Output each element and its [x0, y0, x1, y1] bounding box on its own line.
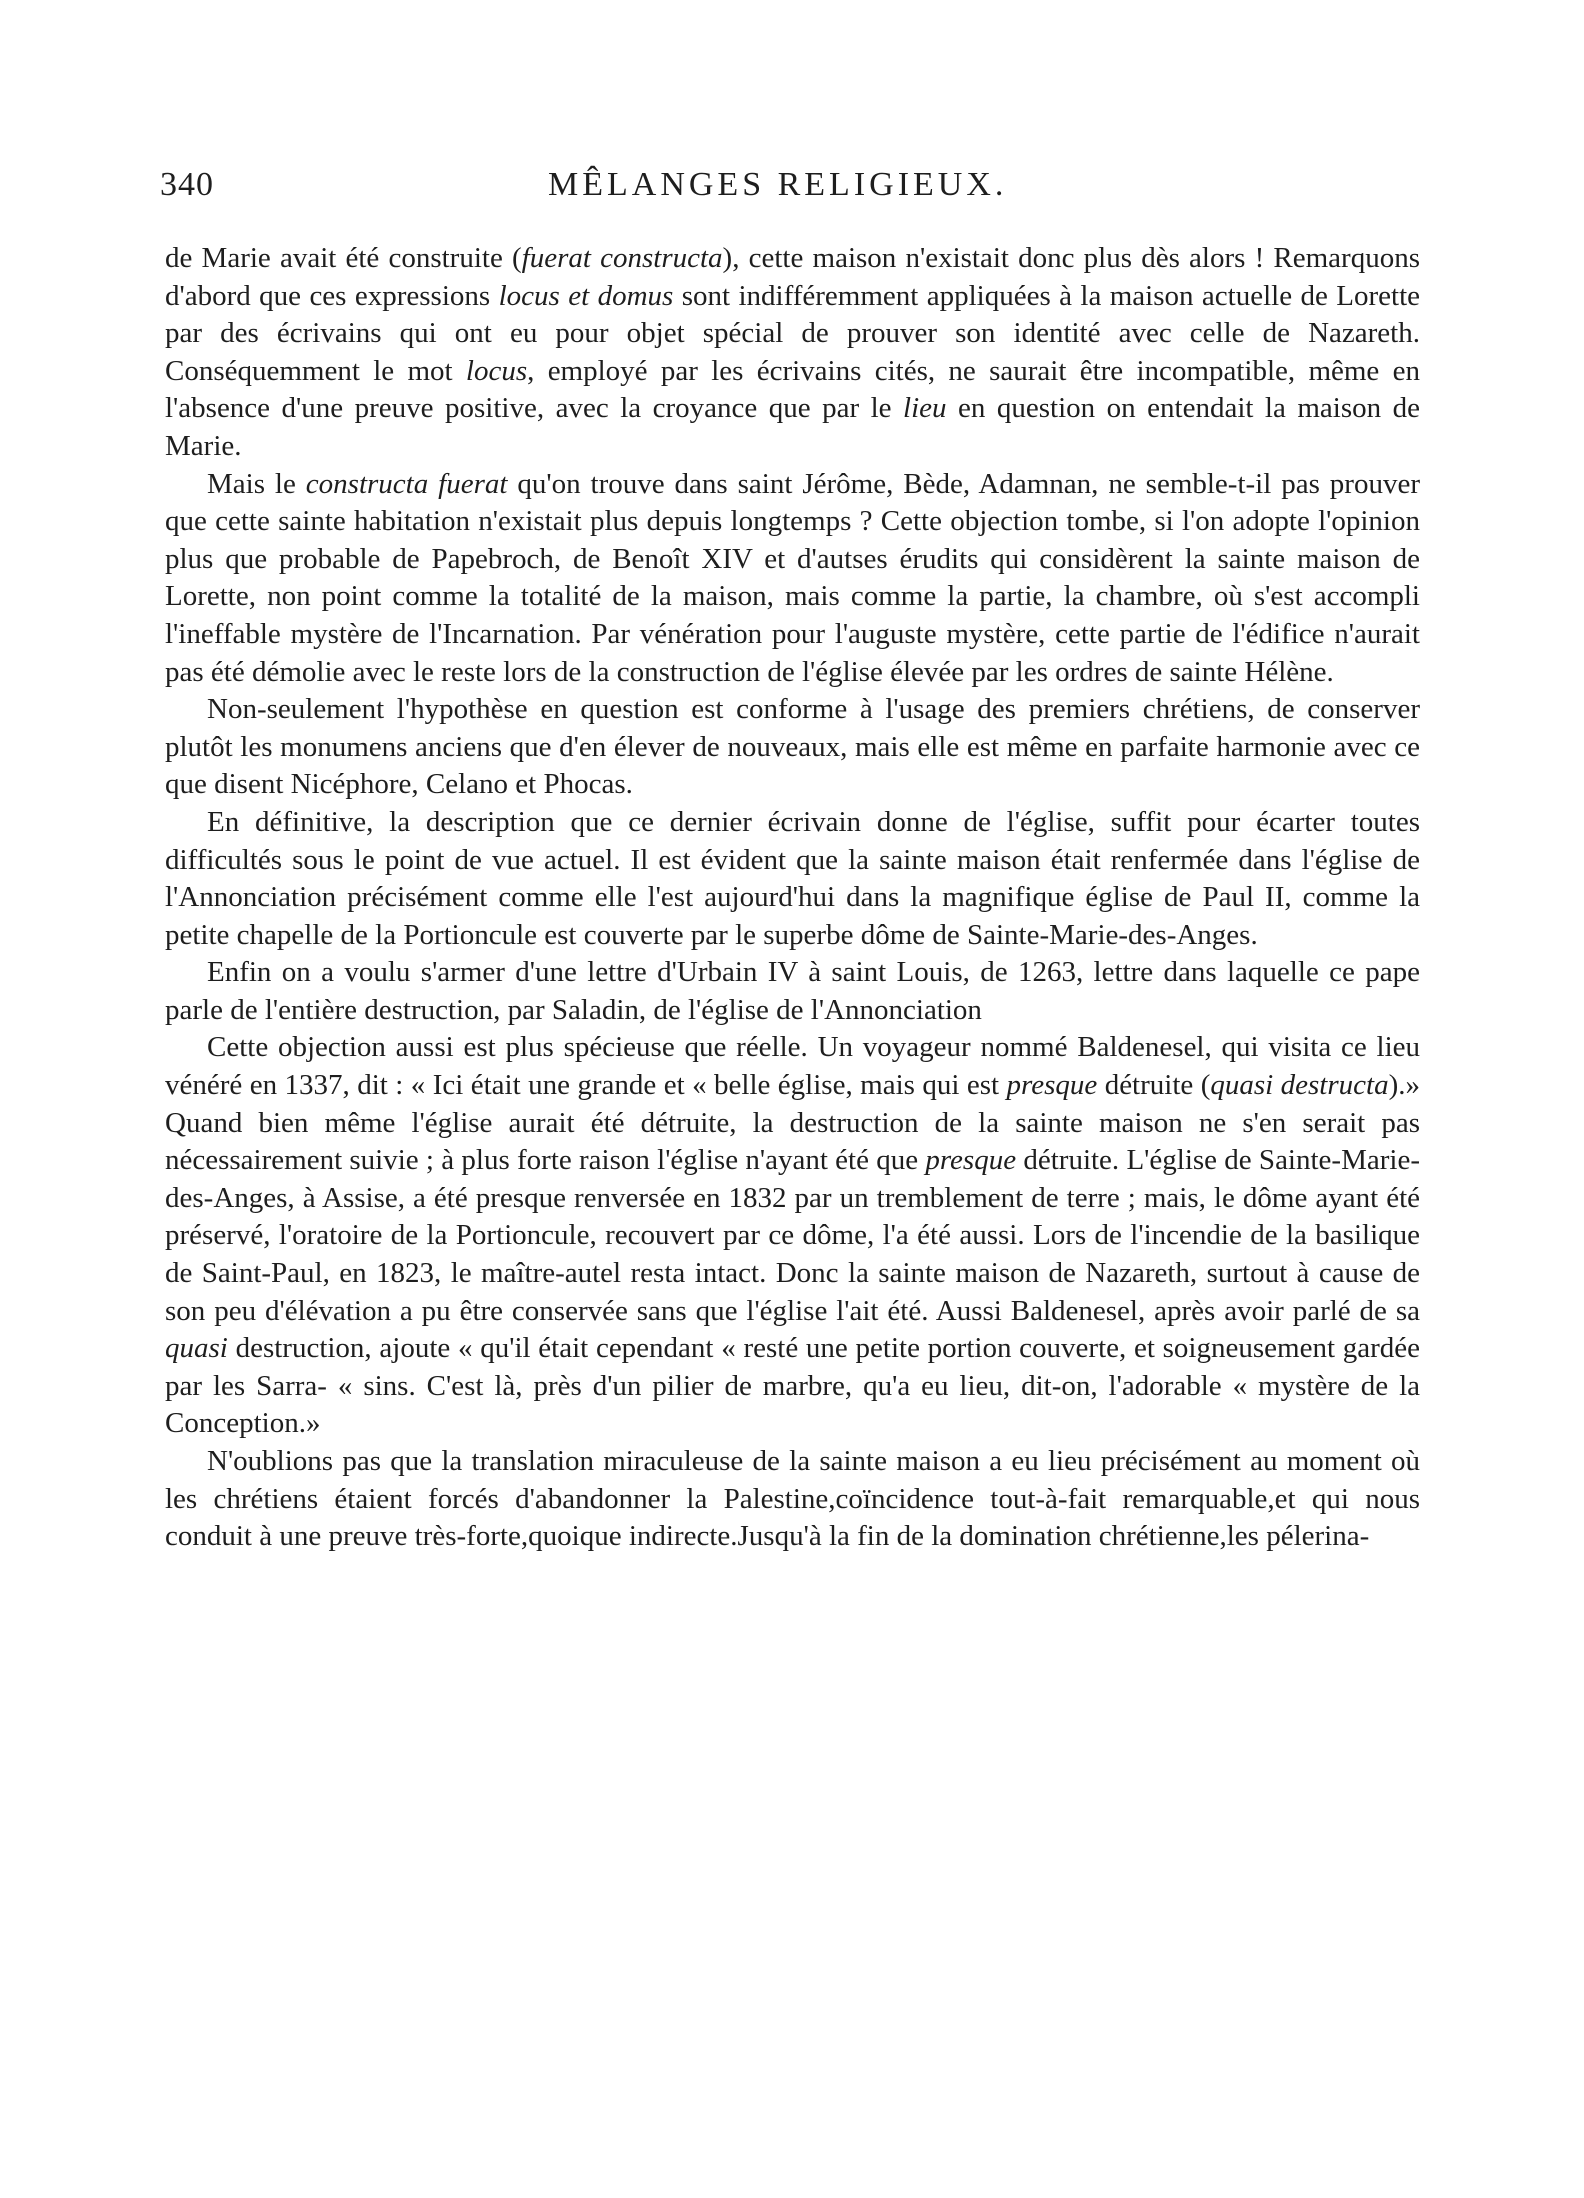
italic-run: constructa fuerat [305, 467, 508, 500]
italic-run: lieu [903, 392, 947, 425]
paragraph [165, 691, 1420, 804]
text-run: Enfin on a voulu s'armer d'une lettre d'Urbain IV à saint Louis, de 1263, lettre dans laquelle ce pape parle de l'entière destruction, par Saladin, de l'église de l'Annonciation [165, 956, 1420, 1026]
paragraph [165, 1029, 1420, 1443]
italic-run: fuerat constructa [521, 242, 723, 274]
text-run: de Marie avait été construite ( [165, 242, 522, 274]
paragraph [165, 804, 1420, 954]
paragraph [165, 466, 1420, 692]
paragraph [165, 240, 1420, 466]
body-text [165, 240, 1420, 1556]
text-run: ).» Quand bien même l'église aurait été détruite, la destruction de la sainte maison ne s'en serait pas nécessairement suivie ; à plus forte raison l'église n'ayant été que [165, 1069, 1420, 1177]
text-run: Non-seulement l'hypothèse en question est conforme à l'usage des premiers chrétiens, de conserver plutôt les monumens anciens que d'en élever de nouveaux, mais elle est même en parfaite harmonie avec ce que disent Nicéphore, Celano et Phocas. [165, 693, 1420, 801]
paragraph [165, 1443, 1420, 1556]
text-run: ), cette maison n'existait donc plus dès alors ! Remarquons d'abord que ces expressions [165, 242, 1420, 312]
text-run: Cette objection aussi est plus spécieuse que réelle. Un voyageur nommé Baldenesel, qui visita ce lieu vénéré en 1337, dit : « Ici était une grande et « belle église, mais qui est [165, 1031, 1420, 1102]
text-run: qu'on trouve dans saint Jérôme, Bède, Adamnan, ne semble-t-il pas prouver que cette sainte habitation n'existait plus depuis longtemps ? Cette objection tombe, si l'on adopte l'opinion plus que probable de Papebroch, de Benoît XIV et d'autses érudits qui considèrent la sainte maison de Lorette, non point comme la totalité de la maison, mais comme la partie, la chambre, où s'est accompli l'ineffable mystère de l'Incarnation. Par vénération pour l'auguste mystère, cette partie de l'édifice n'aurait pas été démolie avec le reste lors de la construction de l'église élevée par les ordres de sainte Hélène. [165, 467, 1420, 688]
paragraph [165, 954, 1420, 1029]
text-run: , employé par les écrivains cités, ne saurait être incompatible, même en l'absence d'une preuve positive, avec la croyance que par le [165, 354, 1420, 425]
text-run: N'oublions pas que la translation miraculeuse de la sainte maison a eu lieu précisément au moment où les chrétiens étaient forcés d'abandonner la Palestine,coïncidence tout-à-fait remarquable,et qui nous conduit à une preuve très-forte,quoique indirecte.Jusqu'à la fin de la domination chrétienne,les pélerina- [165, 1445, 1420, 1553]
italic-run: quasi destructa [1210, 1069, 1389, 1102]
italic-run: presque [925, 1144, 1017, 1177]
text-run: en question on entendait la maison de Marie. [165, 392, 1420, 462]
italic-run: locus et domus [498, 279, 674, 312]
text-run: destruction, ajoute « qu'il était cependant « resté une petite portion couverte, et soigneusement gardée par les Sarra- « sins. C'est là, près d'un pilier de marbre, qu'a eu lieu, dit-on, l'adorable « mystère de la Conception.» [165, 1332, 1420, 1440]
page-number: 340 [160, 166, 214, 203]
text-run: détruite ( [1097, 1069, 1211, 1102]
italic-run: locus [465, 354, 528, 387]
text-run: détruite. L'église de Sainte-Marie-des-Anges, à Assise, a été presque renversée en 1832 par un tremblement de terre ; mais, le dôme ayant été préservé, l'oratoire de la Portioncule, recouvert par ce dôme, l'a été aussi. Lors de l'incendie de la basilique de Saint-Paul, en 1823, le maître-autel resta intact. Donc la sainte maison de Nazareth, surtout à cause de son peu d'élévation a pu être conservée sans que l'église l'ait été. Aussi Baldenesel, après avoir parlé de sa [165, 1144, 1420, 1327]
running-title: MÊLANGES RELIGIEUX. [548, 166, 1008, 203]
italic-run: presque [1006, 1069, 1098, 1102]
italic-run: quasi [165, 1332, 228, 1365]
text-run: sont indifféremment appliquées à la maison actuelle de Lorette par des écrivains qui ont eu pour objet spécial de prouver son identité avec celle de Nazareth. Conséquemment le mot [165, 279, 1420, 387]
text-run: Mais le [207, 467, 306, 500]
text-run: En définitive, la description que ce dernier écrivain donne de l'église, suffit pour écarter toutes difficultés sous le point de vue actuel. Il est évident que la sainte maison était renfermée dans l'église de l'Annonciation précisément comme elle l'est aujourd'hui dans la magnifique église de Paul II, comme la petite chapelle de la Portioncule est couverte par le superbe dôme de Sainte-Marie-des-Anges. [165, 805, 1420, 951]
